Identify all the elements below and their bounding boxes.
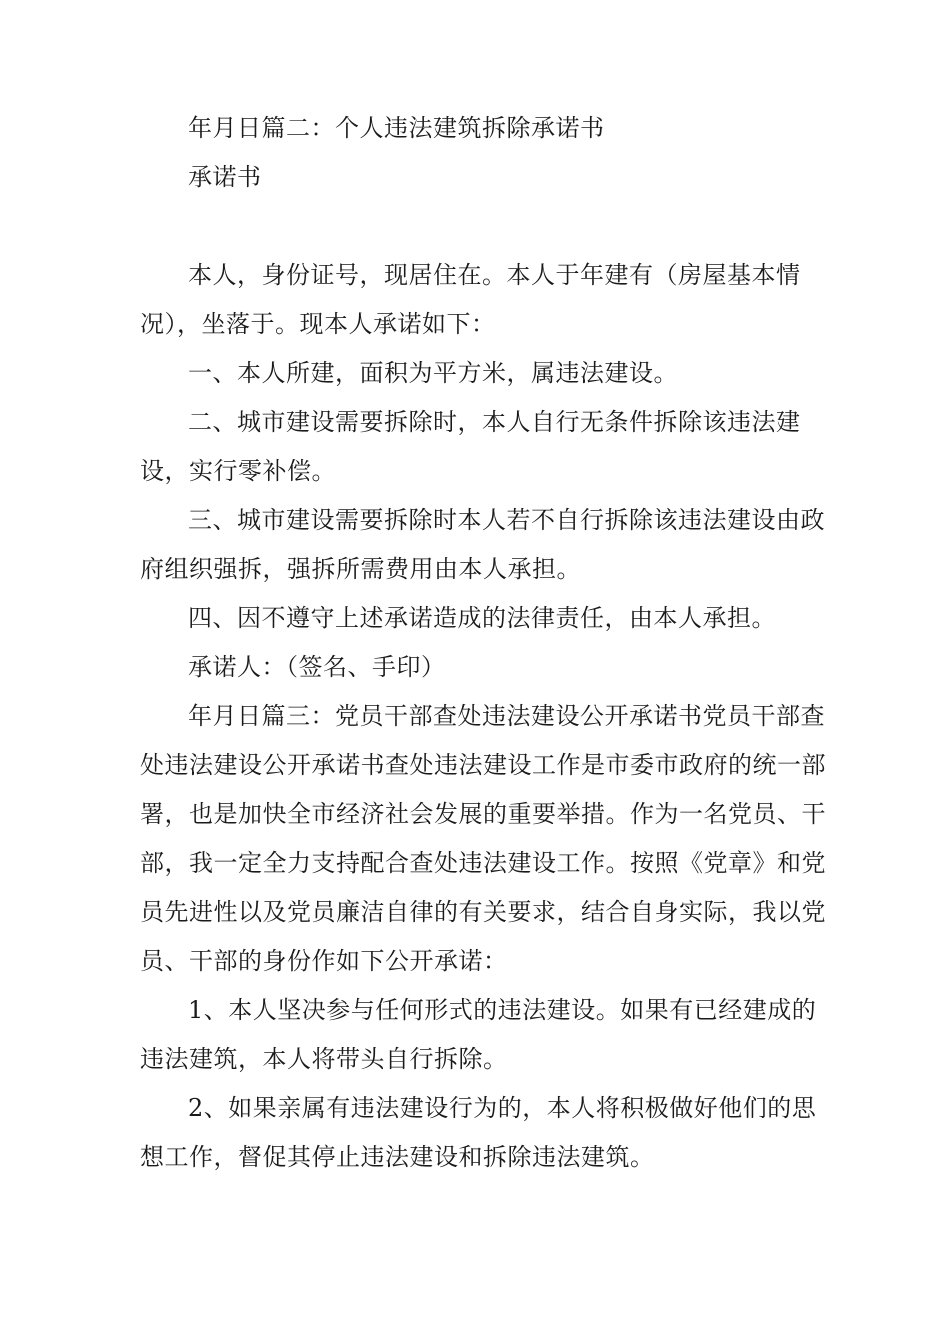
paragraph-part3: 年月日篇三：党员干部查处违法建设公开承诺书党员干部查处违法建设公开承诺书查处违法建设工作是市委市政府的统一部署，也是加快全市经济社会发展的重要举措。作为一名党员、干部，我一定全力支持配合查处违法建设工作。按照《党章》和党员先进性以及党员廉洁自律的有关要求，结合自身实际，我以党员、干部的身份作如下公开承诺： xyxy=(140,702,826,975)
paragraph-item-2: 二、城市建设需要拆除时，本人自行无条件拆除该违法建设，实行零补偿。 xyxy=(140,408,801,485)
paragraph-pledge-1: 1、本人坚决参与任何形式的违法建设。如果有已经建成的违法建筑，本人将带头自行拆除。 xyxy=(140,996,817,1073)
paragraph-item-3: 三、城市建设需要拆除时本人若不自行拆除该违法建设由政府组织强拆，强拆所需费用由本人承担。 xyxy=(140,506,825,583)
paragraph-pledge-2: 2、如果亲属有违法建设行为的，本人将积极做好他们的思想工作，督促其停止违法建设和拆除违法建筑。 xyxy=(140,1094,817,1171)
document-body xyxy=(140,104,830,1182)
paragraph-signature: 承诺人：（签名、手印） xyxy=(188,653,446,681)
paragraph-item-1: 一、本人所建，面积为平方米，属违法建设。 xyxy=(188,359,678,387)
paragraph-item-4: 四、因不遵守上述承诺造成的法律责任，由本人承担。 xyxy=(188,604,776,632)
paragraph-title-part2: 年月日篇二：个人违法建筑拆除承诺书 xyxy=(188,114,605,142)
paragraph-intro: 本人，身份证号，现居住在。本人于年建有（房屋基本情况），坐落于。现本人承诺如下： xyxy=(140,261,801,338)
paragraph-heading: 承诺书 xyxy=(188,163,262,191)
blank-line xyxy=(140,202,830,251)
